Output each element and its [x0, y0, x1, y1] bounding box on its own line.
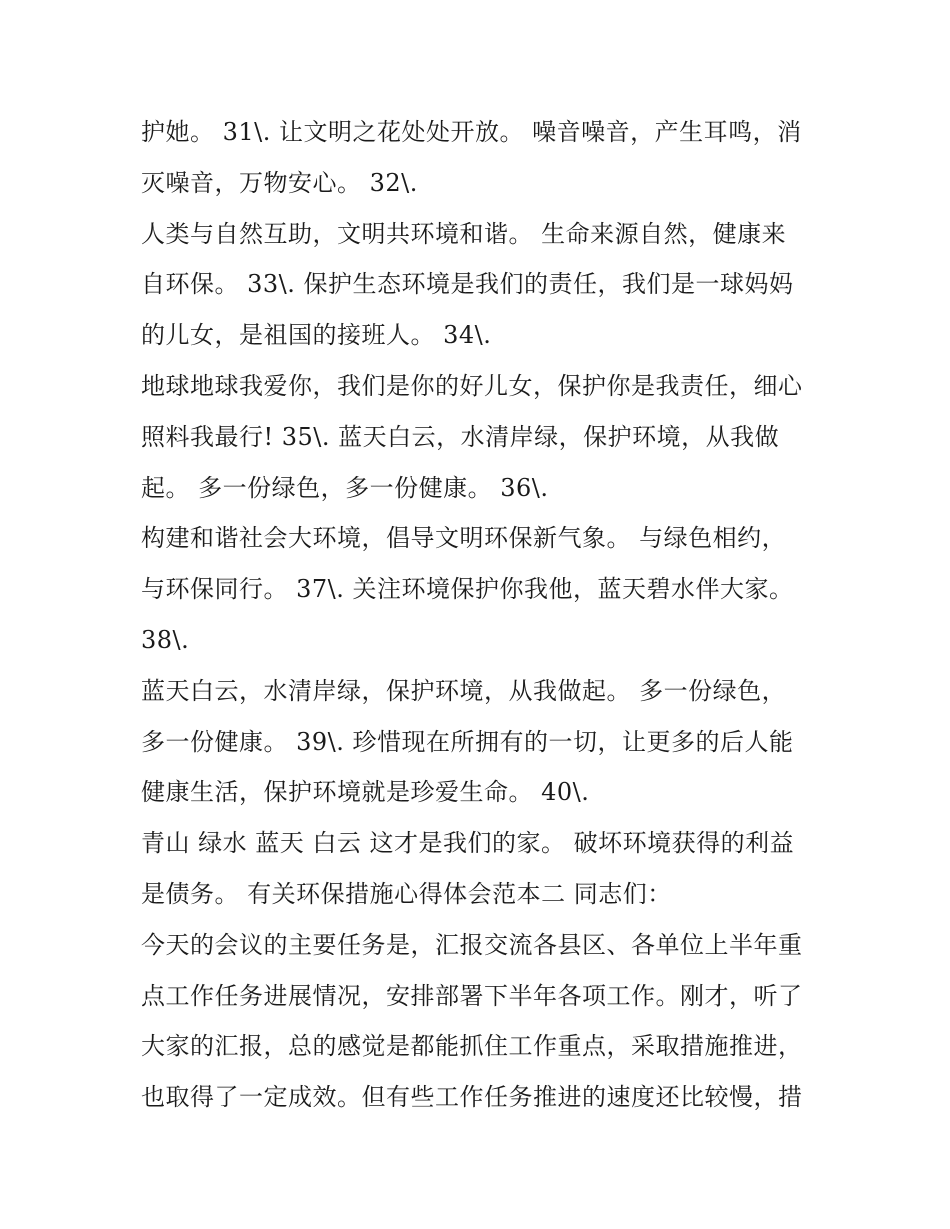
text-line: 灭噪音，万物安心。 32\. — [141, 168, 418, 197]
text-line: 构建和谐社会大环境，倡导文明环保新气象。 与绿色相约， — [141, 524, 787, 553]
text-line: 地球地球我爱你，我们是你的好儿女，保护你是我责任，细心 — [141, 371, 803, 400]
body-text — [141, 107, 831, 1123]
text-line: 起。 多一份绿色，多一份健康。 36\. — [141, 473, 549, 502]
text-line: 是债务。 有关环保措施心得体会范本二 同志们： — [141, 879, 672, 908]
text-line: 大家的汇报，总的感觉是都能抓住工作重点，采取措施推进， — [141, 1032, 803, 1061]
text-line: 青山 绿水 蓝天 白云 这才是我们的家。 破坏环境获得的利益 — [141, 829, 795, 858]
text-line: 点工作任务进展情况，安排部署下半年各项工作。刚才，听了 — [141, 981, 803, 1010]
text-line: 的儿女，是祖国的接班人。 34\. — [141, 321, 492, 350]
text-line: 多一份健康。 39\. 珍惜现在所拥有的一切，让更多的后人能 — [141, 727, 794, 756]
text-line: 今天的会议的主要任务是，汇报交流各县区、各单位上半年重 — [141, 930, 803, 959]
text-line: 健康生活，保护环境就是珍爱生命。 40\. — [141, 778, 590, 807]
text-line: 蓝天白云，水清岸绿，保护环境，从我做起。 多一份绿色， — [141, 676, 787, 705]
text-line: 护她。 31\. 让文明之花处处开放。 噪音噪音，产生耳鸣，消 — [141, 118, 802, 146]
text-line: 自环保。 33\. 保护生态环境是我们的责任，我们是一球妈妈 — [141, 270, 794, 299]
text-line: 也取得了一定成效。但有些工作任务推进的速度还比较慢，措 — [141, 1083, 803, 1112]
text-line: 38\. — [141, 625, 190, 654]
text-line: 照料我最行! 35\. 蓝天白云，水清岸绿，保护环境，从我做 — [141, 422, 780, 451]
text-line: 与环保同行。 37\. 关注环境保护你我他，蓝天碧水伴大家。 — [141, 575, 794, 604]
text-line: 人类与自然互助，文明共环境和谐。 生命来源自然，健康来 — [141, 219, 787, 248]
